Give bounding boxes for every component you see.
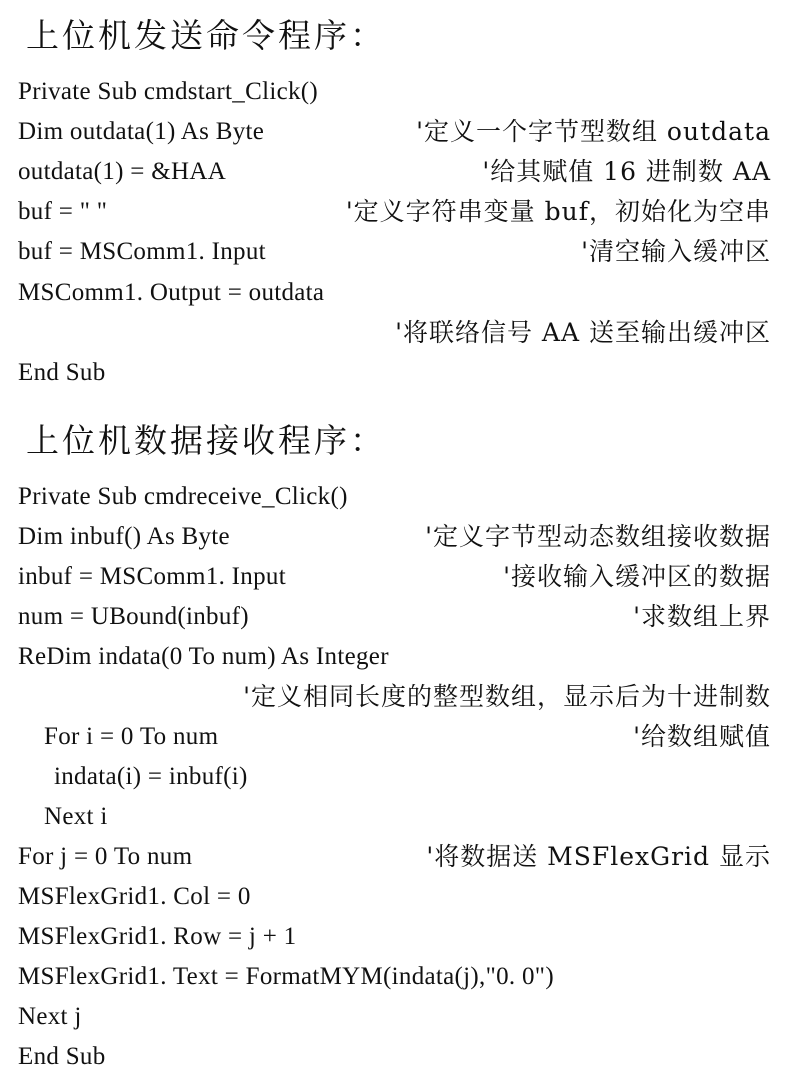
code-text: indata(i) = inbuf(i) bbox=[54, 763, 248, 790]
code-line bbox=[18, 597, 771, 637]
code-text: MSFlexGrid1. Text = FormatMYM(indata(j),"0. 0") bbox=[18, 963, 554, 990]
code-comment: '清空输入缓冲区 bbox=[581, 237, 771, 266]
code-comment: '将数据送 MSFlexGrid 显示 bbox=[426, 842, 771, 871]
code-text: MSFlexGrid1. Col = 0 bbox=[18, 883, 251, 910]
code-line bbox=[18, 637, 771, 677]
code-line bbox=[18, 757, 771, 797]
code-comment: '给数组赋值 bbox=[633, 722, 771, 751]
code-text: Dim outdata(1) As Byte bbox=[18, 118, 265, 145]
code-text: buf = " " bbox=[18, 198, 108, 225]
code-comment: '将联络信号 AA 送至输出缓冲区 bbox=[395, 318, 771, 347]
code-line bbox=[18, 313, 771, 353]
code-line bbox=[18, 877, 771, 917]
code-text: outdata(1) = &HAA bbox=[18, 158, 227, 185]
code-text: Next i bbox=[44, 803, 108, 830]
code-comment: '定义字符串变量 buf，初始化为空串 bbox=[345, 197, 771, 226]
code-line bbox=[18, 797, 771, 837]
code-text: num = UBound(inbuf) bbox=[18, 603, 249, 630]
code-text: End Sub bbox=[18, 359, 106, 386]
code-line bbox=[18, 1037, 771, 1077]
code-line bbox=[18, 273, 771, 313]
code-text: Private Sub cmdstart_Click() bbox=[18, 78, 319, 105]
code-line bbox=[18, 192, 771, 232]
code-line bbox=[18, 957, 771, 997]
code-text: MSFlexGrid1. Row = j + 1 bbox=[18, 923, 297, 950]
code-line bbox=[18, 677, 771, 717]
code-comment: '求数组上界 bbox=[633, 602, 771, 631]
code-line bbox=[18, 112, 771, 152]
code-text: For i = 0 To num bbox=[44, 723, 219, 750]
code-comment: '接收输入缓冲区的数据 bbox=[503, 562, 771, 591]
code-text: MSComm1. Output = outdata bbox=[18, 279, 325, 306]
code-text: For j = 0 To num bbox=[18, 843, 193, 870]
code-comment: '定义字节型动态数组接收数据 bbox=[425, 522, 771, 551]
code-line bbox=[18, 557, 771, 597]
code-text: Next j bbox=[18, 1003, 82, 1030]
code-line bbox=[18, 477, 771, 517]
code-line bbox=[18, 152, 771, 192]
code-text: buf = MSComm1. Input bbox=[18, 238, 266, 265]
code-line bbox=[18, 517, 771, 557]
code-text: Dim inbuf() As Byte bbox=[18, 523, 230, 550]
code-comment: '定义一个字节型数组 outdata bbox=[416, 117, 771, 146]
section2-title: 上位机数据接收程序： bbox=[26, 421, 386, 460]
code-line bbox=[18, 837, 771, 877]
code-line bbox=[18, 232, 771, 272]
section1-title: 上位机发送命令程序： bbox=[26, 16, 386, 55]
code-line bbox=[18, 997, 771, 1037]
code-text: inbuf = MSComm1. Input bbox=[18, 563, 286, 590]
code-line bbox=[18, 717, 771, 757]
code-text: End Sub bbox=[18, 1043, 106, 1070]
code-text: ReDim indata(0 To num) As Integer bbox=[18, 643, 389, 670]
code-text: Private Sub cmdreceive_Click() bbox=[18, 483, 348, 510]
code-line bbox=[18, 72, 771, 112]
code-comment: '定义相同长度的整型数组，显示后为十进制数 bbox=[243, 682, 771, 711]
code-line bbox=[18, 353, 771, 393]
code-comment: '给其赋值 16 进制数 AA bbox=[482, 157, 771, 186]
code-line bbox=[18, 917, 771, 957]
